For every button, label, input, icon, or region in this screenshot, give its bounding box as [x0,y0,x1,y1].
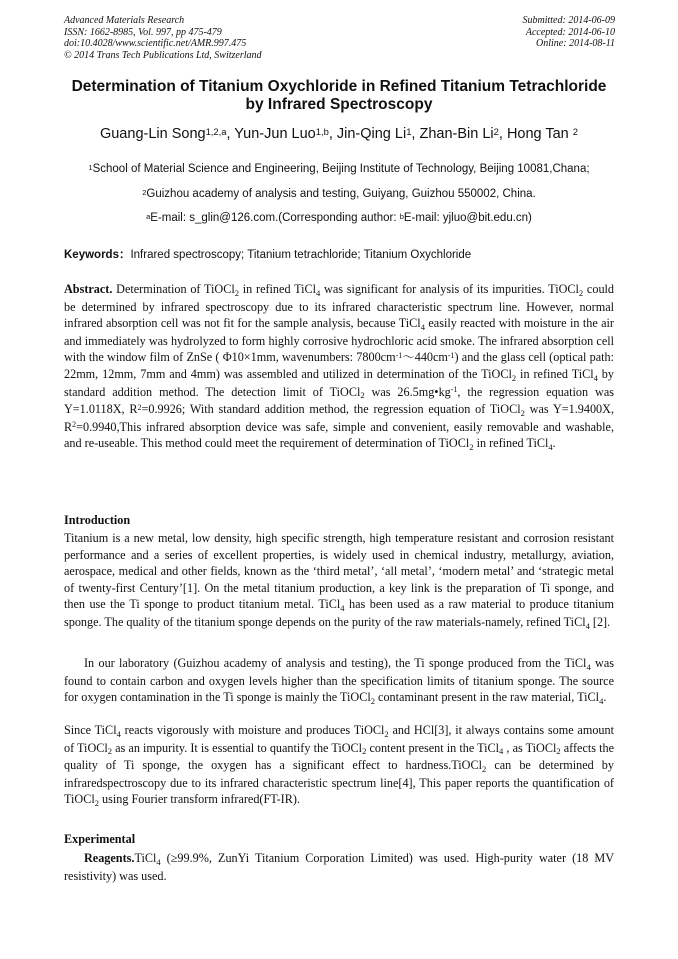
submitted-date: Submitted: 2014-06-09 [522,15,615,26]
author-list: Guang-Lin Song$^{1,2,a}$, Yun-Jun Luo$^{1,b}$, Jin-Qing Li$^1$, Zhan-Bin Li$^2$, Hong Tan $^2$ [99,126,579,142]
affiliation-2 [40,187,638,201]
intro-paragraph-3: Since TiCl$_4$ reacts vigorously with moisture and produces TiOCl$_2$ and HCl[3], it always contains some amount of TiOCl$_2$ as an impurity. It is essential to quantify the TiOCl$_2$ content present in the TiCl$_4$ , as TiOCl$_2$ affects the quality of Ti sponge, the oxygen has a significant effect to hardness.TiOCl$_2$ can be determined by infraredspectroscopy due to its infrared characteristic spectrum line[4], This paper reports the quantification of TiOCl$_2$ using Fourier transform infrared(FT-IR). [64,723,614,808]
journal-name: Advanced Materials Research [64,15,185,26]
email-sup: b [399,211,404,221]
title-line-2: by Infrared Spectroscopy [245,96,433,113]
paper-title [40,78,638,114]
author-sup: 1,2,a [205,126,227,138]
author-sup: 1,b [315,126,329,138]
keywords-text: Infrared spectroscopy; Titanium tetrachloride; Titanium Oxychloride [130,249,472,261]
email-line [40,211,638,225]
author-name: Hong Tan [506,126,569,142]
abstract-paragraph: Abstract. Determination of TiOCl$_2$ in refined TiCl$_4$ was significant for analysis of its impurities. TiOCl$_2$ could be determined by infrared spectroscopy due to its infrared characteristic spectrum line. However, normal infrared absorption cell was not fit for the sample analysis, because TiCl$_4$ easily reacted with moisture in the air and immediately was hydrolyzed to form highly corrosive hydrochloric acid smoke. The infrared absorption cell with the window film of ZnSe ( Φ10×1mm, wavenumbers: $7800cm^{-1}\sim 440cm^{-1}$) and the glass cell (optical path: 22mm, 12mm, 7mm and 4mm) was assembled and utilized in determination of the TiOCl$_2$ in refined TiCl$_4$ by standard addition method. The detection limit of TiOCl$_2$ was $26.5mg•kg^{-1}$, the regression equation was Y=1.0118X, $R^2=0.9926$; With standard addition method, the regression equation of TiOCl$_2$ was Y=1.9400X, $R^2=0.9940,This$ infrared absorption device was safe, simple and convenient, easily removable and washable, and re-useable. This method could meet the requirement of determination of TiOCl$_2$ in refined TiCl$_4$. [64,282,615,452]
title-line-1: Determination of Titanium Oxychloride in Refined Titanium Tetrachloride [71,78,607,95]
aff-text: Guizhou academy of analysis and testing, Guiyang, Guizhou 550002, China. [146,188,536,200]
author-sup: 1 [406,126,412,138]
online-date: Online: 2014-08-11 [536,38,615,49]
aff-text: School of Material Science and Engineering, Beijing Institute of Technology, Beijing 10081,Chana; [92,163,590,175]
reagents-paragraph: Reagents.TiCl$_4$ (≥99.9%, ZunYi Titanium Corporation Limited) was used. High-purity water (18 MV resistivity) was used. [64,851,614,883]
author-sup: 2 [493,126,499,138]
author-name: Guang-Lin Song [99,126,206,142]
author-sup: 2 [572,126,579,138]
author-name: Zhan-Bin Li [419,126,494,142]
journal-header [64,15,262,61]
introduction-heading: Introduction [64,513,131,527]
aff-sup: 1 [88,162,93,172]
affiliation-1 [40,162,638,176]
journal-issn: ISSN: 1662-8985, Vol. 997, pp 475-479 [64,26,222,38]
keywords-label: Keywords： [64,249,131,261]
experimental-heading: Experimental [64,832,136,846]
email-b: E-mail: yjluo@bit.edu.cn) [403,212,532,224]
intro-paragraph-2: In our laboratory (Guizhou academy of analysis and testing), the Ti sponge produced from the TiCl$_4$ was found to contain carbon and oxygen levels higher than the specification limits of titanium sponge. The source for oxygen contamination in the Ti sponge is mainly the TiOCl$_2$ contaminant present in the raw material, TiCl$_4$. [64,656,614,706]
journal-doi: doi:10.4028/www.scientific.net/AMR.997.475 [64,38,247,49]
intro-paragraph-1: Titanium is a new metal, low density, high specific strength, high temperature resistant and corrosion resistant performance and a series of excellent properties, is widely used in chemical industry, metallurgy, aviation, aerospace, medical and other fields, known as the ‘third metal’, ‘all metal’, ‘modern metal’ and ‘strategic metal of twenty-first Century’[1]. On the metal titanium production, a key link is the preparation of Ti sponge, and then use the Ti sponge to product titanium metal. TiCl$_4$ has been used as a raw material to produce titanium sponge. The quality of the titanium sponge depends on the purity of the raw materials-namely, refined TiCl$_4$ [2]. [64,531,614,631]
aff-sup: 2 [142,187,147,197]
accepted-date: Accepted: 2014-06-10 [525,26,615,38]
abstract-label: Abstract. [64,282,113,296]
author-name: Jin-Qing Li [336,126,407,142]
keywords [64,246,624,262]
reagents-label: Reagents. [84,851,135,865]
journal-copyright: © 2014 Trans Tech Publications Ltd, Switzerland [64,49,262,61]
date-header [523,15,616,50]
email-sup: a [146,211,151,221]
author-name: Yun-Jun Luo [234,126,316,142]
email-a: E-mail: s_glin@126.com.(Corresponding author: [150,212,400,224]
